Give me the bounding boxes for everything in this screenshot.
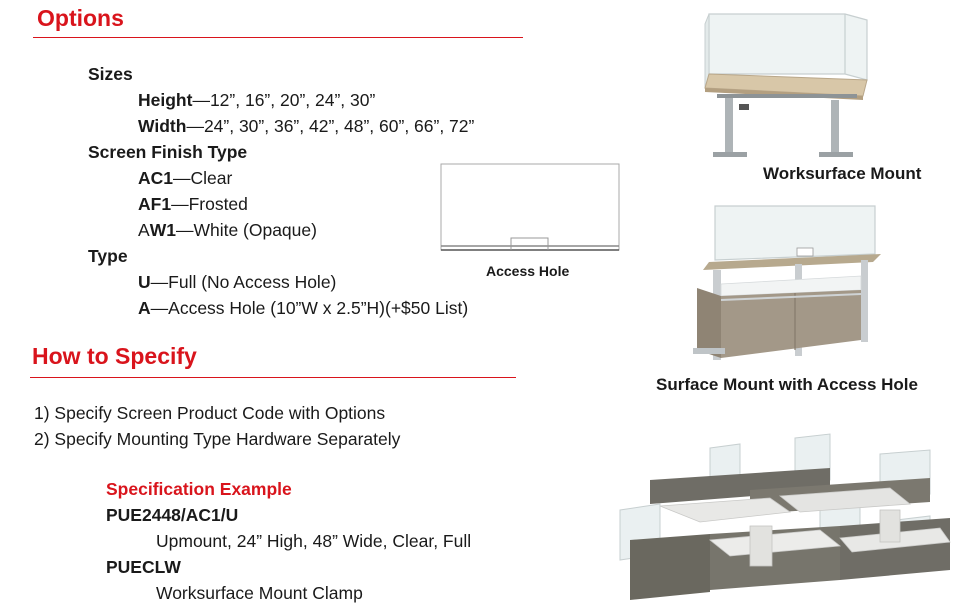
finish-label: Screen Finish Type [88, 142, 248, 162]
specify-heading: How to Specify [32, 343, 197, 369]
example-desc: Worksurface Mount Clamp [156, 583, 363, 603]
access-hole-caption: Access Hole [486, 263, 570, 279]
options-divider [33, 37, 523, 38]
type-access-hole: A—Access Hole (10”W x 2.5”H)(+$50 List) [138, 298, 469, 318]
surface-mount-image [685, 200, 885, 370]
finish-white: AW1—White (Opaque) [138, 220, 317, 240]
height-option: Height—12”, 16”, 20”, 24”, 30” [138, 90, 376, 110]
surface-mount-caption: Surface Mount with Access Hole [656, 375, 918, 394]
access-hole-diagram [438, 162, 622, 258]
example-code: PUE2448/AC1/U [106, 505, 239, 525]
example-desc: Upmount, 24” High, 48” Wide, Clear, Full [156, 531, 472, 551]
worksurface-mount-image [695, 10, 875, 168]
type-full: U—Full (No Access Hole) [138, 272, 337, 292]
finish-frosted: AF1—Frosted [138, 194, 248, 214]
example-code: PUECLW [106, 557, 181, 577]
example-heading: Specification Example [106, 479, 292, 499]
specify-divider [30, 377, 516, 378]
sizes-label: Sizes [88, 64, 133, 84]
specify-step: 1) Specify Screen Product Code with Options [34, 403, 386, 423]
width-option: Width—24”, 30”, 36”, 42”, 48”, 60”, 66”, 72” [138, 116, 475, 136]
type-label: Type [88, 246, 128, 266]
specify-step: 2) Specify Mounting Type Hardware Separately [34, 429, 401, 449]
workstation-cluster-image [590, 430, 962, 610]
options-heading: Options [37, 5, 124, 31]
worksurface-caption: Worksurface Mount [763, 164, 922, 183]
finish-clear: AC1—Clear [138, 168, 233, 188]
